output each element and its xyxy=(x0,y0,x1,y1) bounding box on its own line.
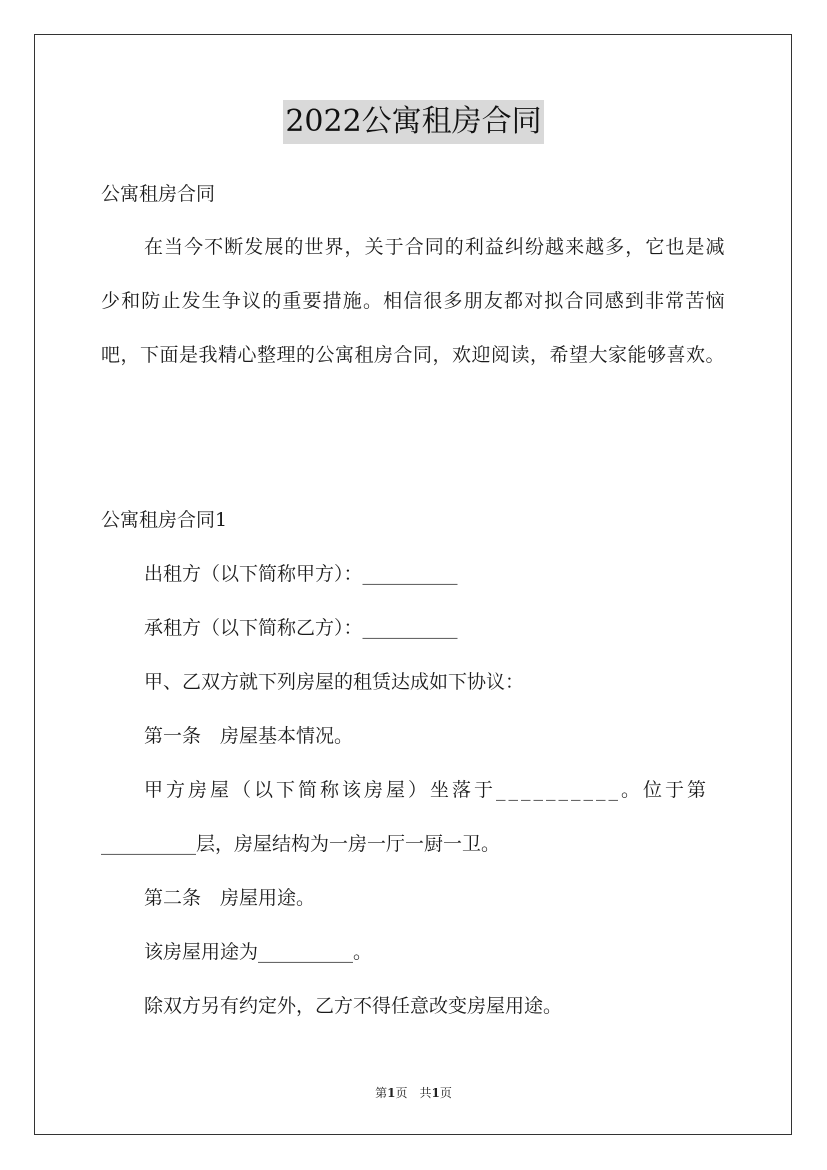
restriction-line: 除双方另有约定外，乙方不得任意改变房屋用途。 xyxy=(144,995,563,1017)
document-title: 2022公寓租房合同 xyxy=(283,100,543,144)
usage-line: 该房屋用途为__________。 xyxy=(144,941,373,963)
section-heading: 公寓租房合同1 xyxy=(101,509,228,531)
intro-paragraph: 在当今不断发展的世界，关于合同的利益纠纷越来越多，它也是减少和防止发生争议的重要措施。相信很多朋友都对拟合同感到非常苦恼吧，下面是我精心整理的公寓租房合同，欢迎阅读，希望大家能够喜欢。 xyxy=(101,236,726,366)
agreement-line: 甲、乙双方就下列房屋的租赁达成如下协议： xyxy=(144,671,525,693)
lessor-line: 出租方（以下简称甲方）：__________ xyxy=(144,563,458,585)
location-line-1: 甲方房屋（以下简称该房屋）坐落于__________。位于第 xyxy=(144,779,710,801)
footer-page-mid: 页 共 xyxy=(395,1086,432,1100)
lessee-line: 承租方（以下简称乙方）：__________ xyxy=(144,617,458,639)
footer-page-suffix: 页 xyxy=(439,1086,452,1100)
article-2-heading: 第二条 房屋用途。 xyxy=(144,887,316,909)
title-wrap xyxy=(0,100,827,144)
footer-page-current: 1 xyxy=(387,1086,396,1100)
article-1-heading: 第一条 房屋基本情况。 xyxy=(144,725,354,747)
page-footer xyxy=(0,1084,827,1101)
footer-page-total: 1 xyxy=(431,1086,440,1100)
footer-page-prefix: 第 xyxy=(375,1086,388,1100)
location-line-2: __________层，房屋结构为一房一厅一厨一卫。 xyxy=(101,833,501,855)
document-subtitle: 公寓租房合同 xyxy=(101,183,216,205)
